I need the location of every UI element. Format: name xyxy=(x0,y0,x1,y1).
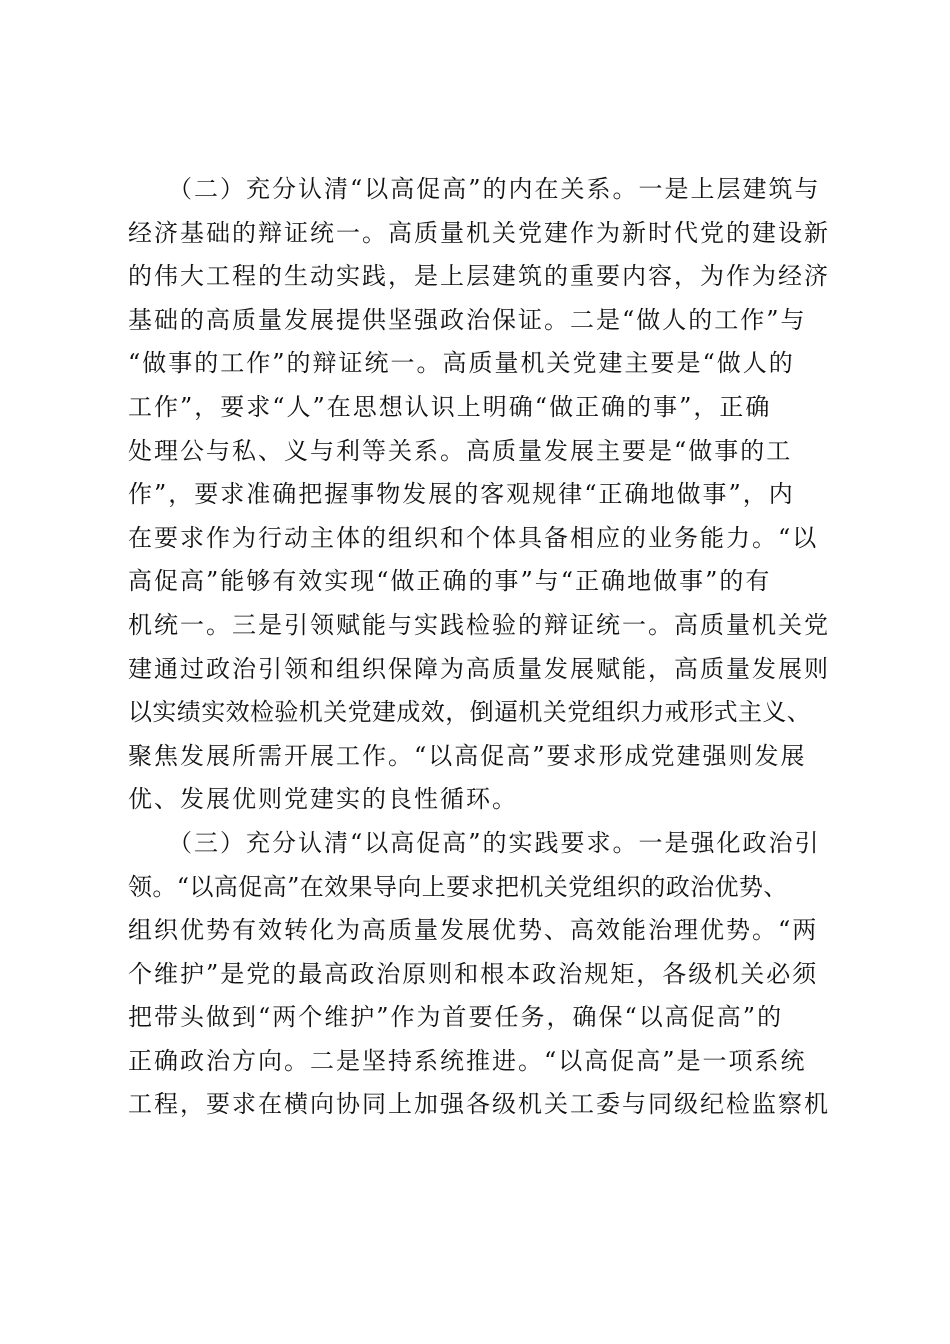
paragraph-line: 处理公与私、义与利等关系。高质量发展主要是“做事的工 xyxy=(128,436,793,465)
paragraph-line: 优、发展优则党建实的良性循环。 xyxy=(128,785,518,814)
paragraph-section-3 xyxy=(128,822,840,1127)
paragraph-line: 作”，要求准确把握事物发展的客观规律“正确地做事”，内 xyxy=(128,480,795,509)
paragraph-line: “做事的工作”的辩证统一。高质量机关党建主要是“做人的 xyxy=(128,349,795,378)
paragraph-line: 的伟大工程的生动实践，是上层建筑的重要内容，为作为经济 xyxy=(128,262,830,291)
paragraph-line: 经济基础的辩证统一。高质量机关党建作为新时代党的建设新 xyxy=(128,218,830,247)
paragraph-line: 基础的高质量发展提供坚强政治保证。二是“做人的工作”与 xyxy=(128,305,807,334)
paragraph-section-2 xyxy=(128,168,840,822)
paragraph-line: 把带头做到“两个维护”作为首要任务，确保“以高促高”的 xyxy=(128,1003,784,1032)
document-body xyxy=(128,168,840,1127)
paragraph-line: 在要求作为行动主体的组织和个体具备相应的业务能力。“以 xyxy=(128,523,819,552)
paragraph-line: （二）充分认清“以高促高”的内在关系。一是上层建筑与 xyxy=(168,175,821,203)
paragraph-line: 组织优势有效转化为高质量发展优势、高效能治理优势。“两 xyxy=(128,916,819,945)
paragraph-line: 正确政治方向。二是坚持系统推进。“以高促高”是一项系统 xyxy=(128,1046,807,1075)
paragraph-line: 聚焦发展所需开展工作。“以高促高”要求形成党建强则发展 xyxy=(128,741,807,770)
paragraph-line: 建通过政治引领和组织保障为高质量发展赋能，高质量发展则 xyxy=(128,654,830,683)
paragraph-line: 高促高”能够有效实现“做正确的事”与“正确地做事”的有 xyxy=(128,567,772,596)
paragraph-line: 个维护”是党的最高政治原则和根本政治规矩，各级机关必须 xyxy=(128,959,819,988)
paragraph-line: 以实绩实效检验机关党建成效，倒逼机关党组织力戒形式主义、 xyxy=(128,698,812,727)
paragraph-line: 机统一。三是引领赋能与实践检验的辩证统一。高质量机关党 xyxy=(128,610,830,639)
paragraph-line: （三）充分认清“以高促高”的实践要求。一是强化政治引 xyxy=(168,828,821,857)
paragraph-line: 领。“以高促高”在效果导向上要求把机关党组织的政治优势、 xyxy=(128,872,788,901)
paragraph-line: 工作”，要求“人”在思想认识上明确“做正确的事”，正确 xyxy=(128,392,772,421)
paragraph-line: 工程，要求在横向协同上加强各级机关工委与同级纪检监察机 xyxy=(128,1090,830,1119)
